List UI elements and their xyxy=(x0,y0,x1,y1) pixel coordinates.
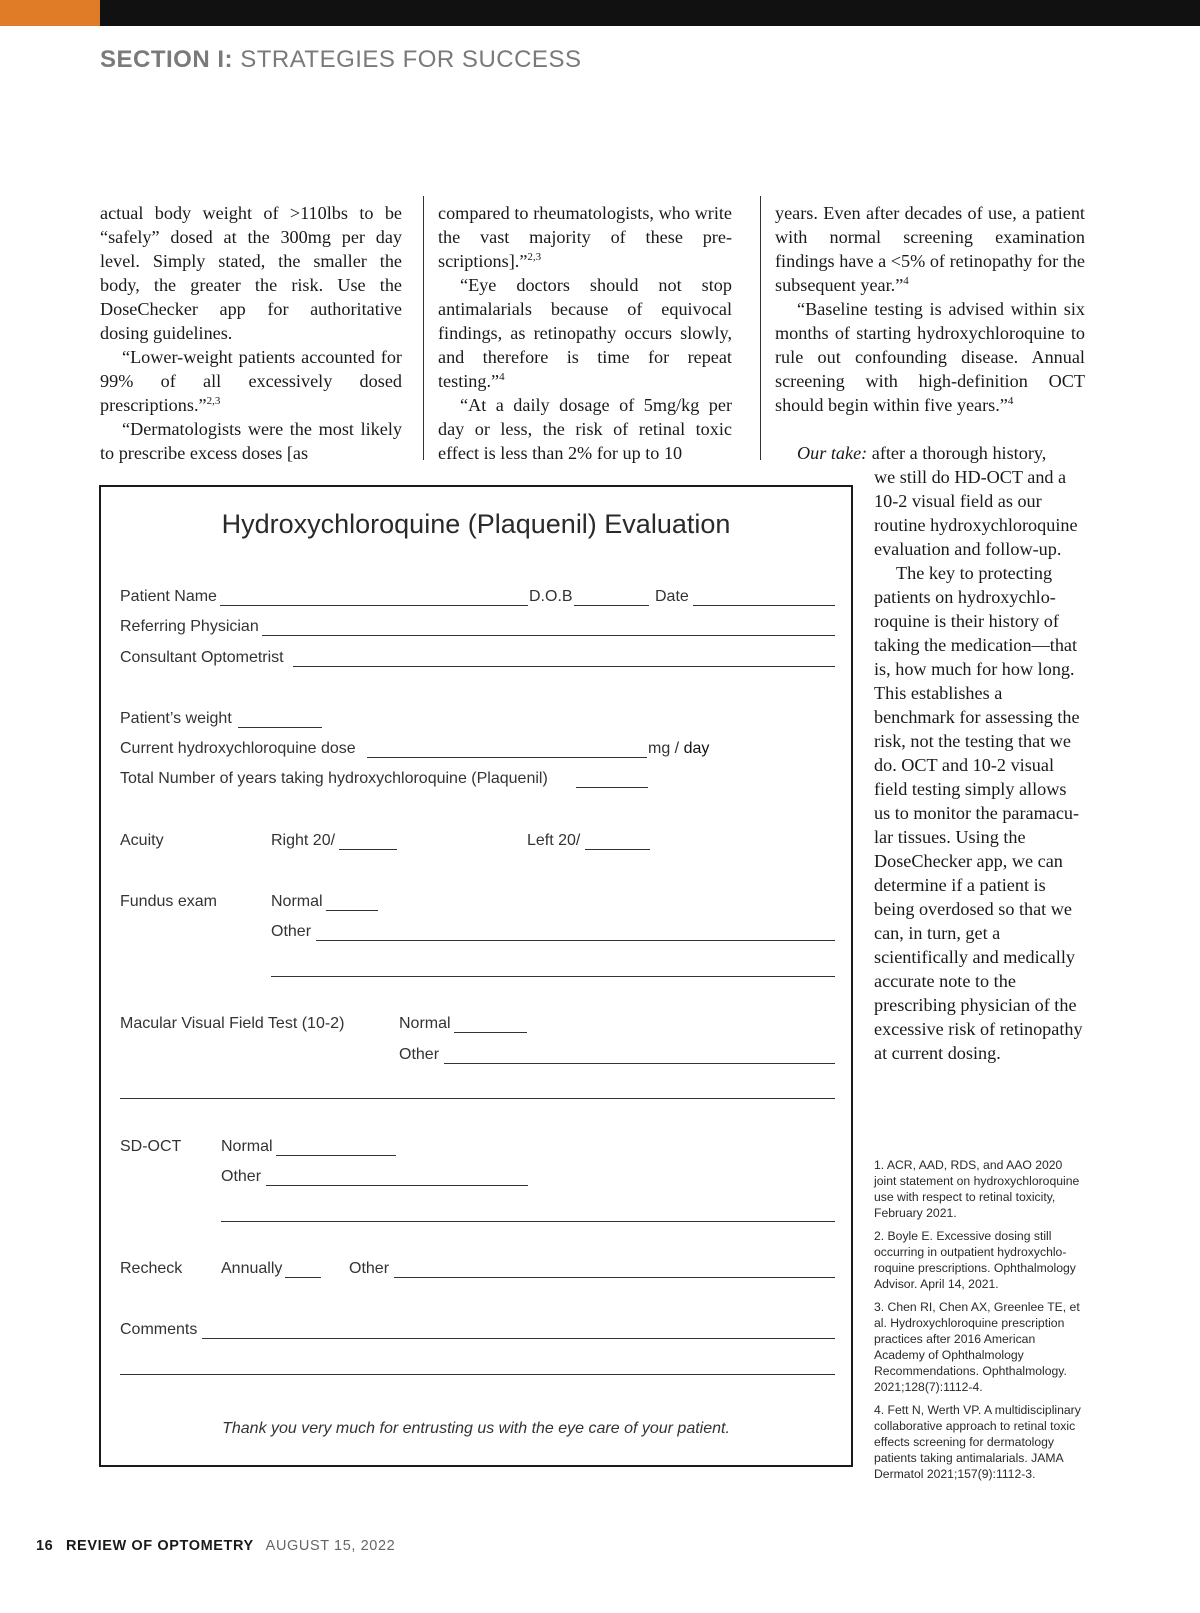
sdoct-other-field-2[interactable] xyxy=(221,1221,835,1222)
our-take-line: Our take: after a thorough history, xyxy=(797,443,1047,463)
recheck-other-field[interactable] xyxy=(394,1277,835,1278)
reference-item: 2. Boyle E. Excessive dosing still occurring in outpatient hydroxychloroquine prescriptions. Ophthalmology Advisor. April 14, 2021. xyxy=(874,1229,1076,1291)
fundus-other-field[interactable] xyxy=(316,940,835,941)
paragraph: The key to protecting patients on hydroxychloroquine is their history of taking the medication—that is, how much for how long. This establishes a benchmark for assessing the risk, not the testing that we do. OCT and 10-2 visual field testing simply allows us to monitor the paramacular tissues. Using the DoseChecker app, we can determine if a patient is being overdosed so that we can, in turn, get a scientifically and medically accurate note to the prescribing physician of the excessive risk of retinopathy at current dosing. xyxy=(874,563,1083,1063)
date-field[interactable] xyxy=(693,605,835,606)
dob-label: D.O.B xyxy=(529,588,573,605)
macular-other-label: Other xyxy=(399,1046,440,1063)
references xyxy=(874,1157,1086,1489)
evaluation-form xyxy=(99,485,853,1467)
comments-field-2[interactable] xyxy=(120,1374,835,1375)
referring-label: Referring Physician xyxy=(120,618,259,635)
fundus-normal-field[interactable] xyxy=(326,910,378,911)
macular-other-field-2[interactable] xyxy=(120,1098,835,1099)
macular-label: Macular Visual Field Test (10-2) xyxy=(120,1015,345,1032)
section-header xyxy=(100,46,581,74)
sdoct-other-label: Other xyxy=(221,1168,262,1185)
article-column-2 xyxy=(438,201,732,465)
recheck-annually-field[interactable] xyxy=(285,1277,321,1278)
issue-date: AUGUST 15, 2022 xyxy=(265,1538,396,1554)
consultant-label: Consultant Optometrist xyxy=(120,649,284,666)
acuity-right-field[interactable] xyxy=(339,849,397,850)
fundus-normal-label: Normal xyxy=(271,893,323,910)
column-divider xyxy=(423,196,424,460)
comments-field[interactable] xyxy=(202,1338,835,1339)
section-label: SECTION I: xyxy=(100,46,234,73)
sdoct-normal-label: Normal xyxy=(221,1138,273,1155)
acuity-right-label: Right 20/ xyxy=(271,832,336,849)
reference-item: 4. Fett N, Werth VP. A multidisciplinary collaborative approach to retinal toxic effects screening for dermatology patients taking antimalarials. JAMA Dermatol 2021;157(9):1112-3. xyxy=(874,1403,1081,1481)
fundus-label: Fundus exam xyxy=(120,893,217,910)
publication-name: REVIEW OF OPTOMETRY xyxy=(65,1538,254,1554)
years-field[interactable] xyxy=(576,787,648,788)
top-bar xyxy=(0,0,1200,26)
dose-label: Current hydroxychloroquine dose xyxy=(120,740,356,757)
column-divider xyxy=(760,196,761,460)
fundus-other-label: Other xyxy=(271,923,312,940)
paragraph: years. Even after decades of use, a patient with normal screening examination findings have a <5% of retinopathy for the subsequent year.”$^4$ xyxy=(775,203,1085,295)
our-take-label: Our take: xyxy=(797,443,868,463)
paragraph: actual body weight of >110lbs to be “safely” dosed at the 300mg per day level. Simply stated, the smaller the body, the greater the risk. Use the DoseChecker app for authoritative dosing guidelines. xyxy=(100,203,402,343)
section-title: STRATEGIES FOR SUCCESS xyxy=(240,46,582,73)
page-footer xyxy=(36,1538,395,1554)
dob-field[interactable] xyxy=(574,605,649,606)
consultant-field[interactable] xyxy=(293,666,835,667)
paragraph: “Lower-weight patients accounted for 99% of all excessively dosed prescriptions.”$^{2,3}$ xyxy=(100,347,402,415)
reference-item: 1. ACR, AAD, RDS, and AAO 2020 joint statement on hydroxychloroquine use with respect to retinal toxicity, February 2021. xyxy=(874,1158,1080,1220)
acuity-left-label: Left 20/ xyxy=(527,832,581,849)
form-thanks: Thank you very much for entrusting us with the eye care of your patient. xyxy=(222,1420,730,1437)
paragraph: “At a daily dosage of 5mg/kg per day or less, the risk of retinal toxic effect is less than 2% for up to 10 xyxy=(438,395,732,463)
macular-normal-label: Normal xyxy=(399,1015,451,1032)
top-accent xyxy=(0,0,100,26)
macular-other-field[interactable] xyxy=(444,1063,835,1064)
paragraph: compared to rheumatologists, who write the vast majority of these prescriptions].”$^{2,3}$ xyxy=(438,203,732,271)
recheck-other-label: Other xyxy=(349,1260,390,1277)
article-column-3-continued xyxy=(874,465,1086,1065)
sdoct-other-field[interactable] xyxy=(266,1185,528,1186)
form-title: Hydroxychloroquine (Plaquenil) Evaluation xyxy=(221,509,731,539)
acuity-left-field[interactable] xyxy=(585,849,650,850)
dose-field[interactable] xyxy=(367,757,647,758)
paragraph: “Dermatologists were the most likely to prescribe excess doses [as xyxy=(100,419,402,463)
acuity-label: Acuity xyxy=(120,832,164,849)
comments-label: Comments xyxy=(120,1321,198,1338)
recheck-annually-label: Annually xyxy=(221,1260,283,1277)
years-label: Total Number of years taking hydroxychloroquine (Plaquenil) xyxy=(120,770,548,787)
weight-label: Patient’s weight xyxy=(120,710,232,727)
patient-name-label: Patient Name xyxy=(120,588,217,605)
fundus-other-field-2[interactable] xyxy=(271,976,835,977)
reference-item: 3. Chen RI, Chen AX, Greenlee TE, et al. Hydroxychloroquine prescription practices after 2016 American Academy of Ophthalmology Recommendations. Ophthalmology. 2021;128(7):1112-4. xyxy=(874,1300,1080,1394)
paragraph: “Eye doctors should not stop antimalarials because of equivocal findings, as retinopathy occurs slowly, and therefore is time for repeat testing.”$^4$ xyxy=(438,275,732,391)
date-label: Date xyxy=(655,588,689,605)
article-column-3 xyxy=(775,201,1085,417)
sdoct-label: SD-OCT xyxy=(120,1138,182,1155)
macular-normal-field[interactable] xyxy=(454,1032,527,1033)
paragraph: “Baseline testing is advised within six months of starting hydroxychloroquine to rule out confounding disease. Annual screening with high-definition OCT should begin within five years.”$^4$ xyxy=(775,299,1085,415)
page-number: 16 xyxy=(36,1538,54,1554)
recheck-label: Recheck xyxy=(120,1260,183,1277)
referring-field[interactable] xyxy=(262,635,835,636)
sdoct-normal-field[interactable] xyxy=(276,1155,396,1156)
weight-field[interactable] xyxy=(238,727,322,728)
dose-unit: mg / day xyxy=(648,740,710,757)
article-column-1 xyxy=(100,201,402,465)
patient-name-field[interactable] xyxy=(220,605,528,606)
paragraph: we still do HD-OCT and a 10-2 visual field as our routine hydroxychloroquine evaluation and follow-up. xyxy=(874,467,1078,559)
